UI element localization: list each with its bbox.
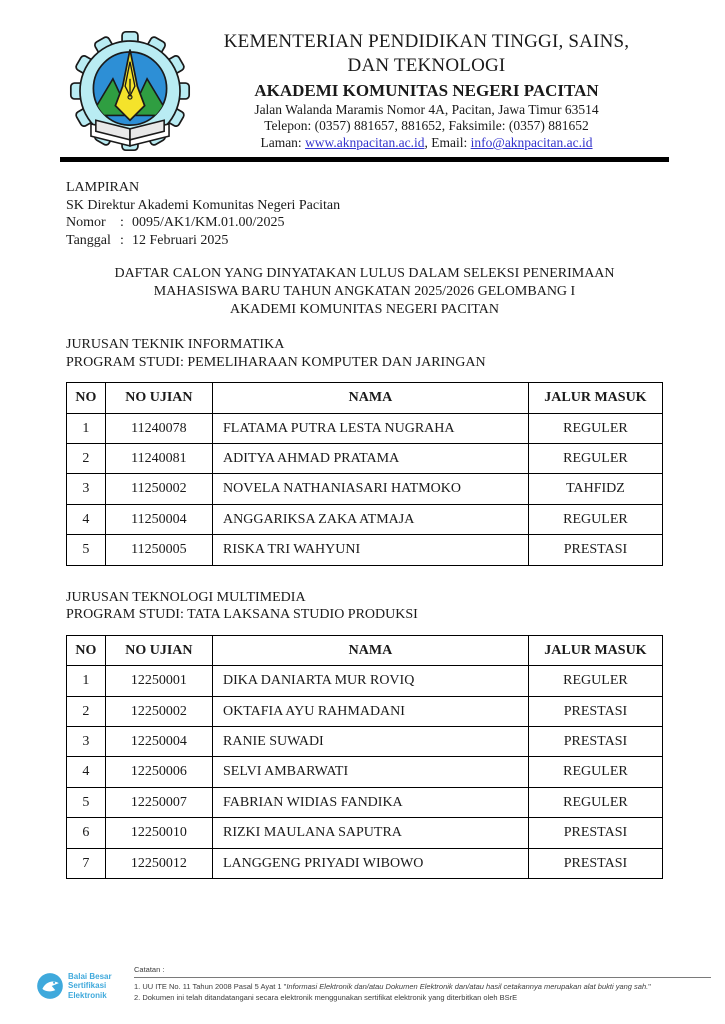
column-header-nama: NAMA [213, 635, 529, 665]
cell-no: 4 [67, 504, 106, 534]
table-row [67, 666, 663, 696]
institution-name: AKADEMI KOMUNITAS NEGERI PACITAN [254, 80, 599, 100]
email-label: , Email: [424, 135, 471, 151]
table-row [67, 535, 663, 565]
cell-nama: DIKA DANIARTA MUR ROVIQ [213, 666, 529, 696]
cell-jalur-masuk: REGULER [528, 666, 662, 696]
cell-jalur-masuk: REGULER [528, 413, 662, 443]
table-row [67, 444, 663, 474]
institution-web-email [194, 135, 659, 152]
cell-no-ujian: 12250007 [105, 787, 212, 817]
laman-label: Laman: [260, 135, 306, 151]
nomor-label: Nomor [66, 215, 106, 231]
table-row [67, 848, 663, 878]
column-header-jalur-masuk: JALUR MASUK [528, 635, 662, 665]
cell-nama: SELVI AMBARWATI [213, 757, 529, 787]
letterhead-text [194, 30, 663, 152]
cell-no: 1 [67, 666, 106, 696]
cell-nama: NOVELA NATHANIASARI HATMOKO [213, 474, 529, 504]
section1-heading [66, 336, 663, 371]
tanggal-label: Tanggal [66, 232, 111, 248]
document-title-line3: AKADEMI KOMUNITAS NEGERI PACITAN [229, 301, 500, 317]
table-row [67, 787, 663, 817]
table-row [67, 727, 663, 757]
cell-no-ujian: 12250010 [105, 818, 212, 848]
document-title-line2: MAHASISWA BARU TAHUN ANGKATAN 2025/2026 GELOMBANG I [153, 283, 576, 299]
catatan-label: Catatan : [134, 965, 165, 974]
institution-phone: Telepon: (0357) 881657, 881652, Faksimile: (0357) 881652 [264, 118, 589, 134]
cell-nama: OKTAFIA AYU RAHMADANI [213, 696, 529, 726]
footnote-1-suffix: " [648, 982, 651, 992]
footer [36, 966, 711, 1004]
cell-jalur-masuk: REGULER [528, 504, 662, 534]
cell-jalur-masuk: PRESTASI [528, 535, 662, 565]
bsre-label-line3: Elektronik [68, 990, 107, 1000]
table-row [67, 757, 663, 787]
cell-no: 7 [67, 848, 106, 878]
tanggal-colon: : [120, 232, 124, 248]
footnote-1-quote: Informasi Elektronik dan/atau Dokumen Elektronik dan/atau hasil cetakannya merupakan alat bukti yang sah. [286, 982, 649, 992]
cell-no-ujian: 11240078 [105, 413, 212, 443]
lampiran-tanggal [66, 232, 663, 250]
cell-no: 5 [67, 787, 106, 817]
lampiran-nomor [66, 214, 663, 232]
ministry-name-line2: DAN TEKNOLOGI [347, 55, 506, 77]
cell-no: 4 [67, 757, 106, 787]
website-link[interactable]: www.aknpacitan.ac.id [305, 135, 425, 151]
section2-jurusan: JURUSAN TEKNOLOGI MULTIMEDIA [66, 589, 306, 605]
cell-no-ujian: 12250002 [105, 696, 212, 726]
roster-table-informatika [66, 382, 663, 565]
akn-pacitan-logo [66, 30, 194, 152]
bsre-label [68, 972, 112, 1000]
cell-nama: FABRIAN WIDIAS FANDIKA [213, 787, 529, 817]
table-header-row [67, 383, 663, 413]
table-row [67, 696, 663, 726]
document-title-line1: DAFTAR CALON YANG DINYATAKAN LULUS DALAM SELEKSI PENERIMAAN [114, 265, 615, 281]
footnote-1 [134, 982, 711, 993]
cell-no: 5 [67, 535, 106, 565]
table-row [67, 413, 663, 443]
footnote-1-prefix: 1. UU ITE No. 11 Tahun 2008 Pasal 5 Ayat 1 " [134, 982, 287, 992]
catatan-divider [134, 977, 711, 978]
cell-no: 1 [67, 413, 106, 443]
cell-no-ujian: 12250004 [105, 727, 212, 757]
lampiran-title: LAMPIRAN [66, 180, 140, 195]
cell-jalur-masuk: PRESTASI [528, 848, 662, 878]
lampiran-subtitle: SK Direktur Akademi Komunitas Negeri Pacitan [66, 197, 341, 213]
letterhead [66, 30, 663, 152]
cell-jalur-masuk: REGULER [528, 757, 662, 787]
footnote-2: 2. Dokumen ini telah ditandatangani secara elektronik menggunakan sertifikat elektronik yang diterbitkan oleh BSrE [134, 993, 518, 1003]
bsre-label-line1: Balai Besar [68, 972, 112, 981]
cell-jalur-masuk: TAHFIDZ [528, 474, 662, 504]
column-header-jalur-masuk: JALUR MASUK [528, 383, 662, 413]
column-header-no: NO [67, 383, 106, 413]
cell-nama: RISKA TRI WAHYUNI [213, 535, 529, 565]
ministry-name-line1: KEMENTERIAN PENDIDIKAN TINGGI, SAINS, [223, 31, 630, 52]
cell-nama: ADITYA AHMAD PRATAMA [213, 444, 529, 474]
lampiran-block [66, 179, 663, 250]
bsre-icon [36, 972, 64, 1000]
document-title [66, 265, 663, 320]
email-link[interactable]: info@aknpacitan.ac.id [470, 135, 593, 151]
cell-no-ujian: 11240081 [105, 444, 212, 474]
section2-program-studi: PROGRAM STUDI: TATA LAKSANA STUDIO PRODUKSI [66, 607, 418, 623]
cell-no-ujian: 11250002 [105, 474, 212, 504]
table-row [67, 474, 663, 504]
section1-jurusan: JURUSAN TEKNIK INFORMATIKA [66, 337, 285, 353]
table-header-row [67, 635, 663, 665]
roster-table-multimedia [66, 635, 663, 879]
letterhead-divider [60, 157, 669, 162]
bsre-logo [36, 972, 134, 1000]
bsre-label-line2: Sertifikasi [68, 981, 107, 991]
cell-jalur-masuk: PRESTASI [528, 818, 662, 848]
catatan-block [134, 966, 711, 1004]
tanggal-value: 12 Februari 2025 [132, 232, 229, 248]
cell-nama: FLATAMA PUTRA LESTA NUGRAHA [213, 413, 529, 443]
section1-program-studi: PROGRAM STUDI: PEMELIHARAAN KOMPUTER DAN JARINGAN [66, 354, 486, 370]
column-header-no: NO [67, 635, 106, 665]
cell-jalur-masuk: PRESTASI [528, 696, 662, 726]
table-row [67, 504, 663, 534]
nomor-value: 0095/AK1/KM.01.00/2025 [132, 215, 285, 231]
cell-nama: ANGGARIKSA ZAKA ATMAJA [213, 504, 529, 534]
cell-no: 2 [67, 444, 106, 474]
cell-nama: LANGGENG PRIYADI WIBOWO [213, 848, 529, 878]
cell-no: 6 [67, 818, 106, 848]
cell-no-ujian: 11250004 [105, 504, 212, 534]
akn-pacitan-logo-emblem [69, 30, 191, 152]
column-header-nama: NAMA [213, 383, 529, 413]
nomor-colon: : [120, 215, 124, 231]
cell-nama: RIZKI MAULANA SAPUTRA [213, 818, 529, 848]
table-row [67, 818, 663, 848]
cell-nama: RANIE SUWADI [213, 727, 529, 757]
section2-heading [66, 589, 663, 624]
cell-jalur-masuk: PRESTASI [528, 727, 662, 757]
cell-no: 3 [67, 727, 106, 757]
cell-no: 2 [67, 696, 106, 726]
cell-jalur-masuk: REGULER [528, 444, 662, 474]
cell-no-ujian: 11250005 [105, 535, 212, 565]
cell-no: 3 [67, 474, 106, 504]
institution-address: Jalan Walanda Maramis Nomor 4A, Pacitan, Jawa Timur 63514 [254, 101, 599, 117]
column-header-no-ujian: NO UJIAN [105, 383, 212, 413]
cell-jalur-masuk: REGULER [528, 787, 662, 817]
column-header-no-ujian: NO UJIAN [105, 635, 212, 665]
cell-no-ujian: 12250012 [105, 848, 212, 878]
cell-no-ujian: 12250001 [105, 666, 212, 696]
cell-no-ujian: 12250006 [105, 757, 212, 787]
